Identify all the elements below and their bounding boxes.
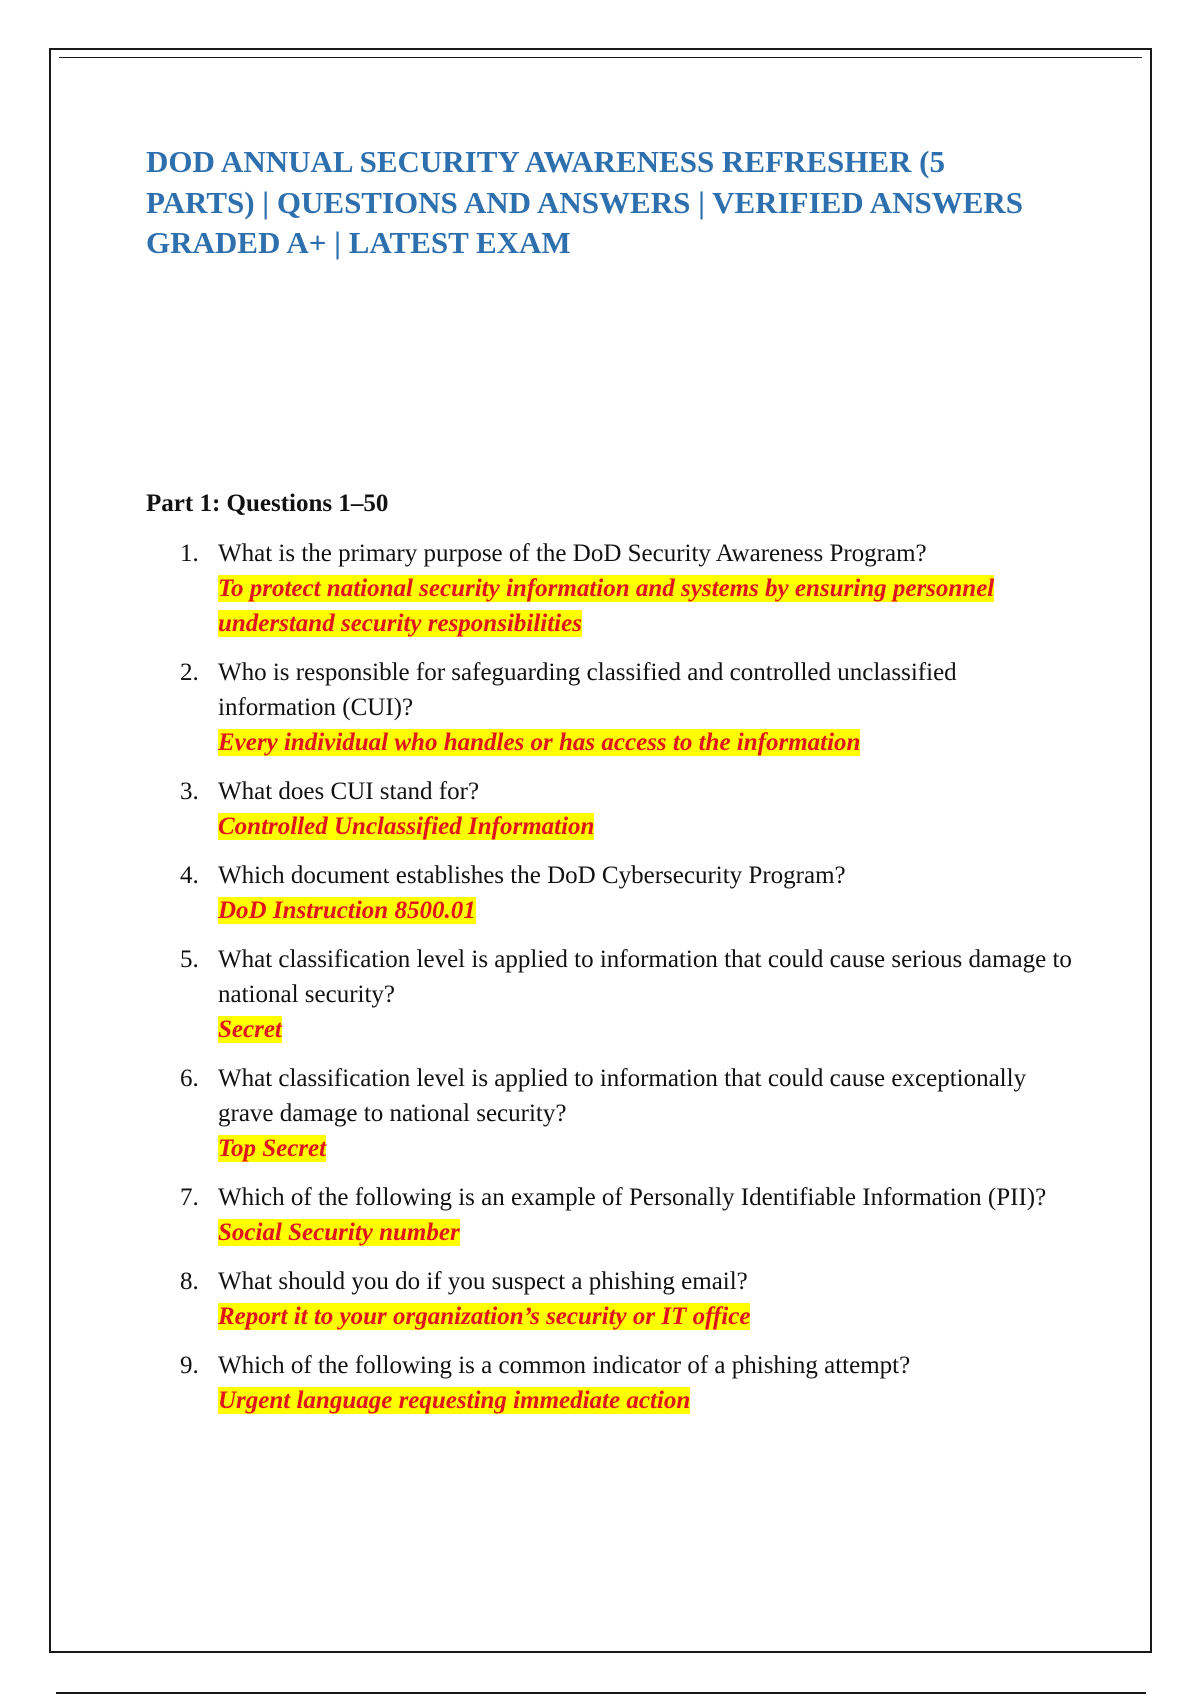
question-text: Which of the following is an example of Personally Identifiable Information (PII)? <box>218 1184 1047 1211</box>
answer <box>218 1215 1076 1250</box>
answer <box>218 1299 1076 1334</box>
question-text: What classification level is applied to information that could cause exceptionally grave damage to national security? <box>218 1065 1027 1127</box>
question-number: 6. <box>180 1065 199 1092</box>
question-text: Who is responsible for safeguarding classified and controlled unclassified information (CUI)? <box>218 659 957 721</box>
document-title: DOD ANNUAL SECURITY AWARENESS REFRESHER (5 PARTS) | QUESTIONS AND ANSWERS | VERIFIED ANSWERS GRADED A+ | LATEST EXAM <box>146 144 1024 260</box>
question-item <box>146 858 1076 928</box>
question-item <box>146 942 1076 1047</box>
answer-text: Secret <box>218 1016 282 1043</box>
question-number: 3. <box>180 778 199 805</box>
question-item <box>146 1180 1076 1250</box>
question-item <box>146 1264 1076 1334</box>
answer-text: Urgent language requesting immediate action <box>218 1387 691 1414</box>
answer-text: To protect national security information and systems by ensuring personnel understand security responsibilities <box>218 575 995 637</box>
question-number: 7. <box>180 1184 199 1211</box>
question-text: Which of the following is a common indicator of a phishing attempt? <box>218 1352 911 1379</box>
answer <box>218 1383 1076 1418</box>
page-border-top-rule <box>59 57 1142 58</box>
answer-text: Report it to your organization’s security or IT office <box>218 1303 751 1330</box>
question-number: 8. <box>180 1268 199 1295</box>
question-number: 5. <box>180 946 199 973</box>
question-text: What classification level is applied to information that could cause serious damage to national security? <box>218 946 1072 1008</box>
part-heading: Part 1: Questions 1–50 <box>146 490 389 517</box>
question-number: 4. <box>180 862 199 889</box>
answer-text: DoD Instruction 8500.01 <box>218 897 476 924</box>
answer <box>218 1131 1076 1166</box>
answer <box>218 893 1076 928</box>
question-text: What is the primary purpose of the DoD Security Awareness Program? <box>218 540 927 567</box>
page-bottom-rule <box>56 1692 1146 1694</box>
question-item <box>146 655 1076 760</box>
answer <box>218 571 1076 641</box>
question-text: What should you do if you suspect a phishing email? <box>218 1268 748 1295</box>
answer-text: Controlled Unclassified Information <box>218 813 595 840</box>
question-text: Which document establishes the DoD Cybersecurity Program? <box>218 862 846 889</box>
answer-text: Top Secret <box>218 1135 327 1162</box>
question-item <box>146 536 1076 641</box>
question-text: What does CUI stand for? <box>218 778 480 805</box>
answer <box>218 725 1076 760</box>
answer-text: Social Security number <box>218 1219 460 1246</box>
question-number: 9. <box>180 1352 199 1379</box>
question-number: 2. <box>180 659 199 686</box>
answer <box>218 809 1076 844</box>
question-item <box>146 1348 1076 1418</box>
answer-text: Every individual who handles or has access to the information <box>218 729 861 756</box>
question-list <box>146 536 1076 1432</box>
question-item <box>146 774 1076 844</box>
question-item <box>146 1061 1076 1166</box>
question-number: 1. <box>180 540 199 567</box>
answer <box>218 1012 1076 1047</box>
